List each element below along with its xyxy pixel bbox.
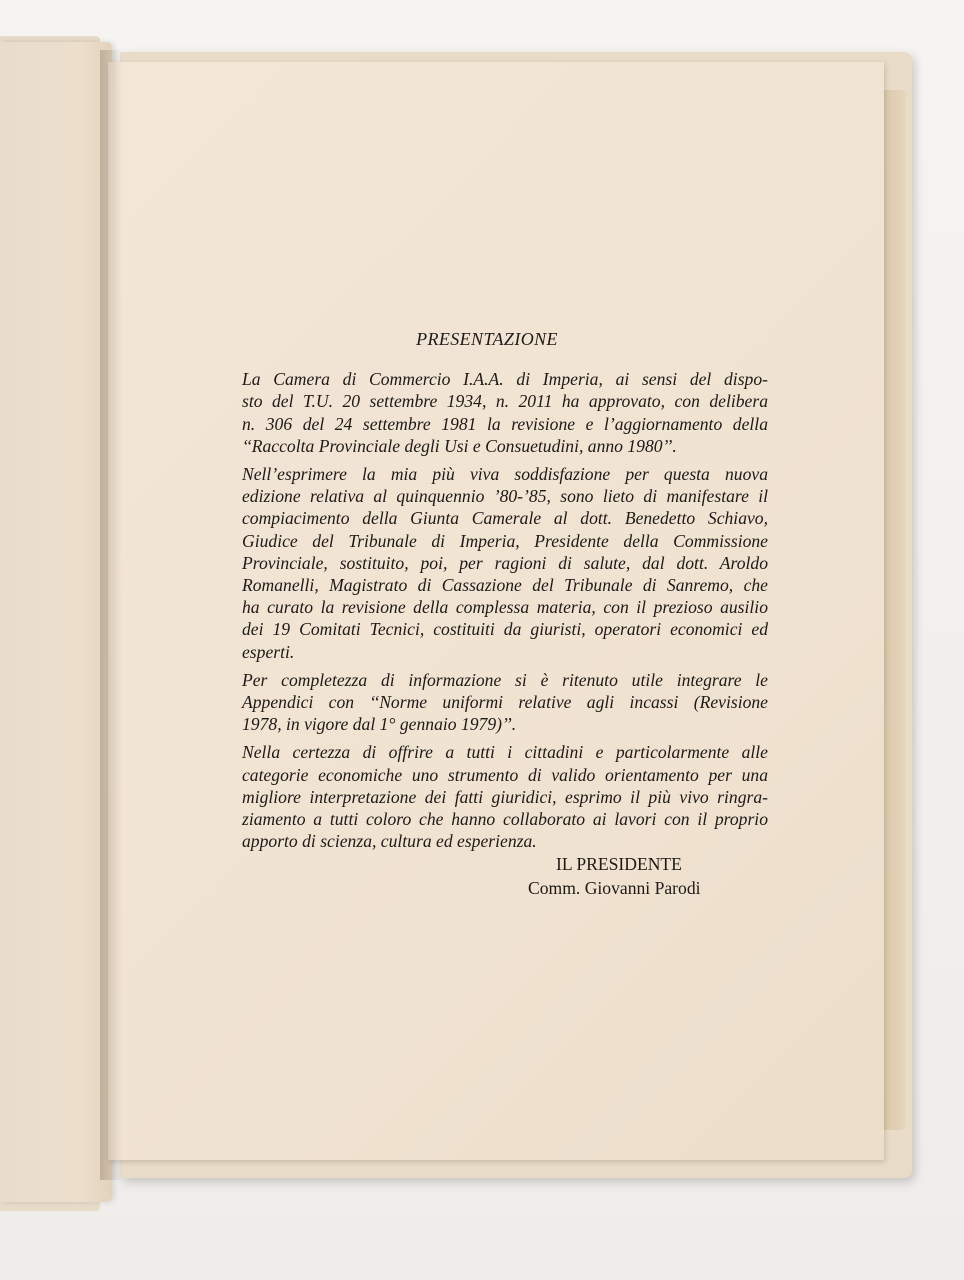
- text-line: Giudice del Tribunale di Imperia, Presidente della Commissione: [242, 530, 768, 551]
- text-line: sto del T.U. 20 settembre 1934, n. 2011 ha approvato, con delibera: [242, 391, 768, 412]
- text-line: La Camera di Commercio I.A.A. di Imperia, ai sensi del dispo-: [242, 369, 768, 390]
- signature-role: IL PRESIDENTE: [556, 854, 682, 874]
- text-line: ha curato la revisione della complessa materia, con il prezioso ausilio: [242, 597, 768, 618]
- text-line: Nella certezza di offrire a tutti i cittadini e particolarmente alle: [242, 742, 768, 763]
- text-line: esperti.: [242, 641, 295, 662]
- left-page-edge: [0, 42, 112, 1202]
- text-line: 1978, in vigore dal 1° gennaio 1979)’’.: [242, 714, 517, 735]
- page-title: PRESENTAZIONE: [416, 329, 558, 349]
- gutter-shadow: [100, 50, 122, 1180]
- text-line: categorie economiche uno strumento di valido orientamento per una: [242, 764, 768, 785]
- text-line: Per completezza di informazione si è ritenuto utile integrare le: [242, 669, 768, 690]
- text-line: apporto di scienza, cultura ed esperienza.: [242, 831, 537, 852]
- book-page: [108, 62, 884, 1160]
- text-line: Romanelli, Magistrato di Cassazione del Tribunale di Sanremo, che: [242, 575, 768, 596]
- text-line: Nell’esprimere la mia più viva soddisfazione per questa nuova: [242, 464, 768, 485]
- text-line: compiacimento della Giunta Camerale al dott. Benedetto Schiavo,: [242, 508, 768, 529]
- text-line: edizione relativa al quinquennio ’80-’85, sono lieto di manifestare il: [242, 486, 768, 507]
- paragraph-1: [206, 368, 768, 457]
- text-line: n. 306 del 24 settembre 1981 la revisione e l’aggiornamento della: [242, 413, 768, 434]
- text-line: ziamento a tutti coloro che hanno collaborato ai lavori con il proprio: [242, 809, 768, 830]
- presentation-text: [206, 328, 768, 858]
- text-line: migliore interpretazione dei fatti giuridici, esprimo il più vivo ringra-: [242, 786, 768, 807]
- paragraph-2: [206, 463, 768, 663]
- signature-name: Comm. Giovanni Parodi: [528, 878, 701, 898]
- text-line: Appendici con ‘‘Norme uniformi relative agli incassi (Revisione: [242, 692, 768, 713]
- signature-block: [528, 852, 768, 900]
- text-line: dei 19 Comitati Tecnici, costituiti da giuristi, operatori economici ed: [242, 619, 768, 640]
- paragraph-3: [206, 669, 768, 736]
- text-line: Provinciale, sostituito, poi, per ragioni di salute, dal dott. Aroldo: [242, 552, 768, 573]
- paragraph-4: [206, 741, 768, 852]
- text-line: ‘‘Raccolta Provinciale degli Usi e Consuetudini, anno 1980’’.: [242, 435, 677, 456]
